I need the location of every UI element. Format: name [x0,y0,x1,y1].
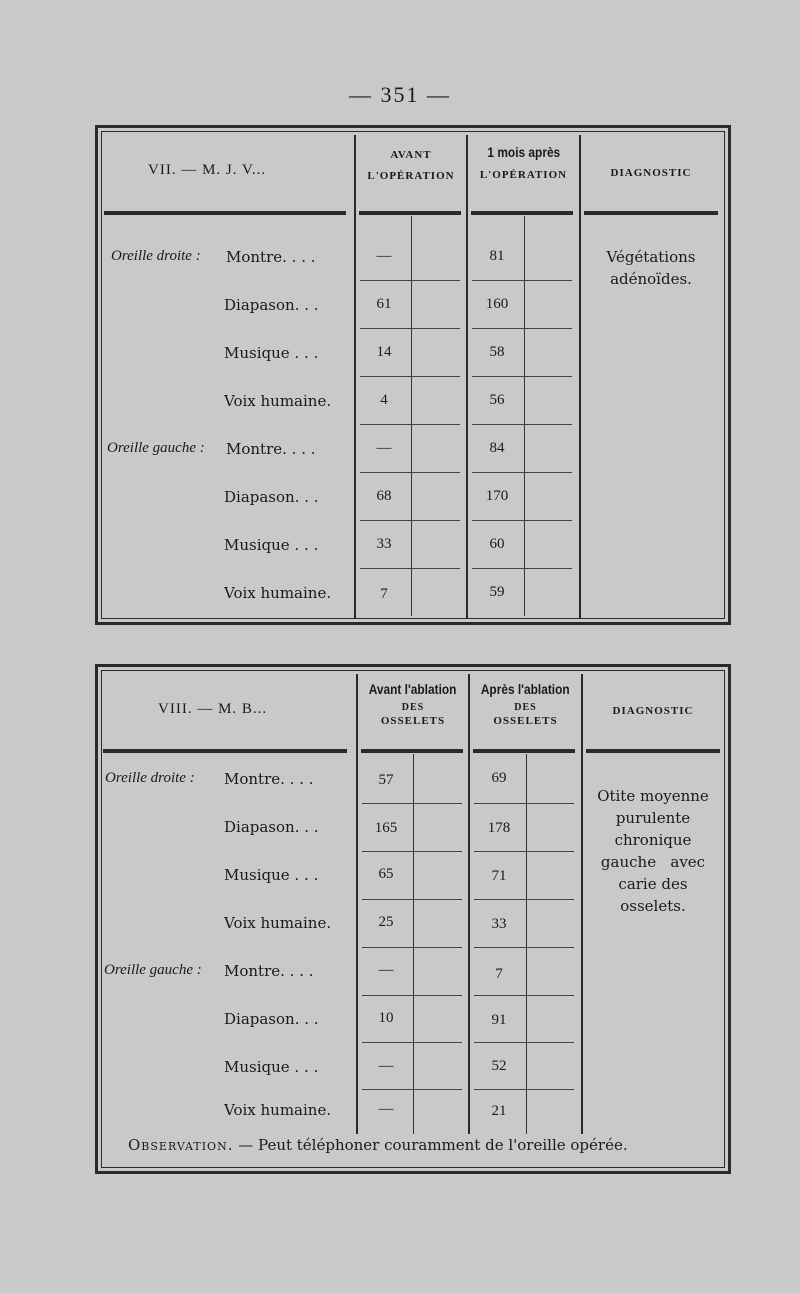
row-rule [474,851,574,852]
value-after: 21 [491,1103,507,1119]
observation-text: — Peut téléphoner couramment de l'oreille opérée. [233,1136,628,1154]
column-header-line: L'OPÉRATION [367,170,455,183]
value-before: 7 [380,586,388,602]
column-header-before [356,148,466,184]
row-label: Voix humaine. [224,584,332,602]
ear-label-right: Oreille droite : [105,770,195,786]
diagnostic-text [584,246,718,290]
value-before: 68 [376,488,392,504]
column-header-line: AVANT [390,149,432,161]
row-label: Diapason. . . [224,818,319,836]
header-rule [584,211,718,215]
value-after: 170 [485,488,509,504]
diagnostic-line: Otite moyenne [597,787,709,805]
column-divider [468,674,470,1134]
value-after: 160 [485,296,509,312]
observation-note [128,1136,628,1154]
value-after: 91 [491,1012,507,1028]
row-rule [360,328,460,329]
row-rule [472,472,572,473]
diagnostic-line: adénoïdes. [610,270,692,288]
value-before: — [376,248,392,264]
row-label: Diapason. . . [224,488,319,506]
row-rule [362,851,462,852]
diagnostic-line: chronique [614,831,692,849]
value-before: — [378,962,394,978]
value-after: 60 [489,536,505,552]
column-divider [466,135,468,619]
value-after: 58 [489,344,505,360]
ear-label-right: Oreille droite : [111,248,201,264]
case-title: VII. — M. J. V... [148,162,267,178]
value-before: 57 [378,772,394,788]
row-rule [360,568,460,569]
subcolumn-divider [411,216,412,616]
column-header-line: OSSELETS [493,714,558,727]
row-label: Musique . . . [224,344,319,362]
row-rule [362,995,462,996]
header-rule [103,749,347,753]
row-rule [474,1042,574,1043]
row-rule [472,280,572,281]
column-header-after [470,680,581,728]
value-before: — [376,440,392,456]
column-header-diagnostic: DIAGNOSTIC [610,167,692,179]
row-rule [472,328,572,329]
value-before: 14 [376,344,392,360]
column-header-after [468,143,579,182]
row-rule [360,424,460,425]
case-title: VIII. — M. B... [158,701,268,717]
value-before: 65 [378,866,394,882]
diagnostic-line: gauche avec [600,853,706,871]
column-header-line: 1 mois après [487,144,560,160]
row-rule [360,280,460,281]
column-divider [356,674,358,1134]
column-divider [581,674,583,1134]
row-rule [472,376,572,377]
value-after: 69 [491,770,507,786]
subcolumn-divider [526,754,527,1134]
row-label: Montre. . . . [226,248,316,266]
value-before: — [378,1101,394,1117]
header-rule [361,749,463,753]
column-divider [579,135,581,619]
header-rule [471,211,573,215]
row-label: Montre. . . . [224,962,314,980]
row-rule [362,947,462,948]
table-frame [95,125,731,625]
header-rule [473,749,575,753]
row-label: Voix humaine. [224,1101,332,1119]
header-rule [104,211,346,215]
row-rule [472,424,572,425]
row-rule [474,1089,574,1090]
value-after: 84 [489,440,505,456]
page-number: — 351 — [349,82,451,107]
row-rule [360,376,460,377]
row-label: Musique . . . [224,866,319,884]
column-header-line: OSSELETS [380,714,446,727]
observation-label: Observation. [128,1136,234,1154]
value-before: 61 [376,296,392,312]
row-label: Montre. . . . [226,440,316,458]
column-header-line: Après l'ablation [481,681,570,697]
column-header-line: L'OPÉRATION [479,168,568,181]
ear-label-left: Oreille gauche : [104,962,202,978]
row-rule [474,995,574,996]
row-label: Montre. . . . [224,770,314,788]
diagnostic-line: purulente [615,809,691,827]
diagnostic-text [585,785,721,917]
row-label: Voix humaine. [224,392,332,410]
value-after: 7 [495,966,503,982]
value-after: 71 [491,868,507,884]
header-rule [586,749,720,753]
row-label: Diapason. . . [224,1010,319,1028]
value-after: 178 [487,820,511,836]
row-rule [362,899,462,900]
diagnostic-line: Végétations [606,248,696,266]
column-divider [354,135,356,619]
value-before: 4 [380,392,388,408]
header-rule [359,211,461,215]
value-before: 165 [374,820,398,836]
value-before: 33 [376,536,392,552]
row-rule [360,520,460,521]
value-before: 25 [378,914,394,930]
diagnostic-line: osselets. [620,897,686,915]
value-after: 81 [489,248,505,264]
subcolumn-divider [524,216,525,616]
column-header-line: Avant l'ablation [369,681,457,697]
ear-label-left: Oreille gauche : [107,440,205,456]
row-rule [472,520,572,521]
row-rule [362,1089,462,1090]
value-after: 52 [491,1058,507,1074]
value-after: 33 [491,916,507,932]
row-rule [362,803,462,804]
value-after: 56 [489,392,505,408]
row-rule [362,1042,462,1043]
row-rule [472,568,572,569]
row-rule [360,472,460,473]
row-label: Diapason. . . [224,296,319,314]
row-label: Voix humaine. [224,914,332,932]
value-after: 59 [489,584,505,600]
value-before: — [378,1058,394,1074]
row-label: Musique . . . [224,1058,319,1076]
row-label: Musique . . . [224,536,319,554]
subcolumn-divider [413,754,414,1134]
diagnostic-line: carie des [618,875,688,893]
row-rule [474,803,574,804]
column-header-before [358,680,468,728]
row-rule [474,899,574,900]
row-rule [474,947,574,948]
column-header-diagnostic: DIAGNOSTIC [612,705,694,717]
column-header-line: DES [401,701,425,713]
column-header-line: DES [514,701,537,713]
value-before: 10 [378,1010,394,1026]
